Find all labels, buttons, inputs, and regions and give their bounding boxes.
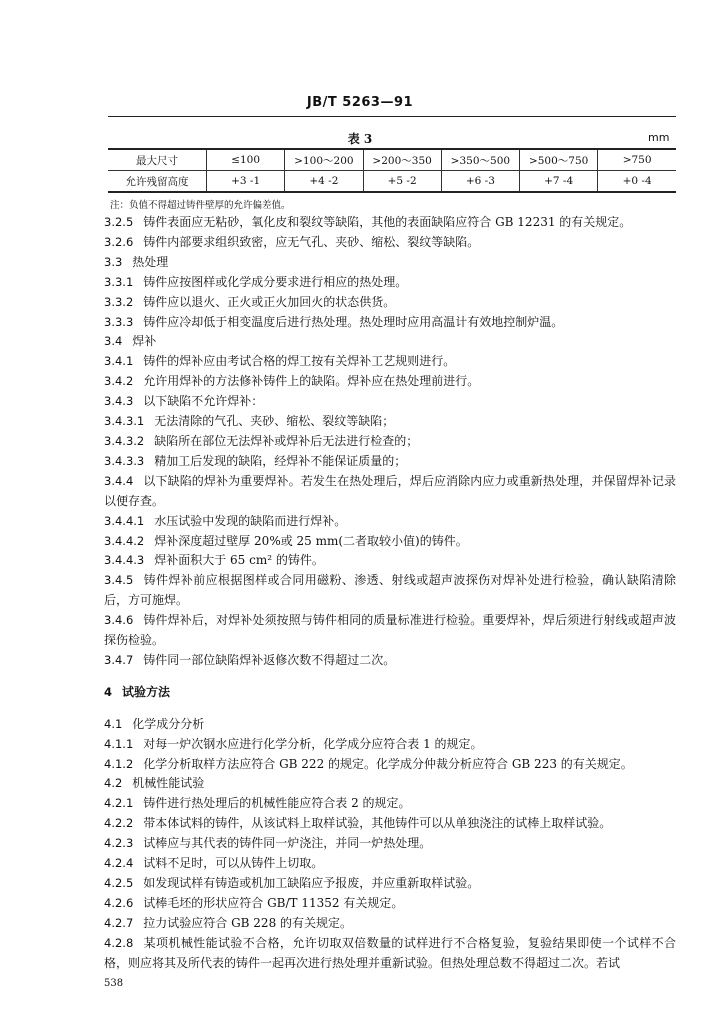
- clause-number: 3.4.1: [104, 354, 134, 369]
- table-header-row: [108, 149, 676, 171]
- clause: [104, 735, 676, 755]
- clause-text: 对每一炉次钢水应进行化学分析，化学成分应符合表 1 的规定。: [143, 736, 483, 751]
- clause-number: 3.4.3.3: [104, 453, 145, 468]
- clause-number: 4.2.2: [104, 816, 134, 831]
- table-header-cell: >500～750: [520, 149, 598, 171]
- clause-number: 3.3.3: [104, 314, 134, 329]
- clause: [104, 715, 676, 735]
- clause-number: 3.4.4.3: [104, 553, 145, 568]
- table-header-cell: >350～500: [441, 149, 519, 171]
- clause: [104, 834, 676, 854]
- clause-number: 4.2.8: [104, 935, 134, 950]
- clause: [104, 934, 676, 974]
- section-gap: [104, 671, 676, 683]
- clause-text: 精加工后发现的缺陷，经焊补不能保证质量的；: [154, 453, 407, 468]
- clause-number: 3.3.2: [104, 294, 134, 309]
- clause: [104, 253, 676, 273]
- clause-text: 铸件表面应无粘砂，氧化皮和裂纹等缺陷，其他的表面缺陷应符合 GB 12231 的有关规定。: [143, 215, 632, 229]
- clause: [104, 894, 676, 914]
- table-header-cell: ≤100: [207, 149, 285, 171]
- table-cell: +0 -4: [598, 171, 676, 193]
- clause-number: 4.2.7: [104, 915, 134, 930]
- clause-number: 4.1.1: [104, 736, 134, 751]
- clause-text: 热处理: [132, 254, 169, 269]
- page-number: 538: [104, 978, 124, 989]
- clause-text: 化学成分分析: [132, 716, 205, 731]
- clause-number: 4.2.3: [104, 836, 134, 851]
- chapter-number: 4: [104, 684, 113, 699]
- clause: [104, 551, 676, 571]
- clause-number: 3.4.4: [104, 473, 134, 488]
- clause: [104, 472, 676, 512]
- clause-number: 3.4.6: [104, 613, 134, 628]
- table-note: 注：负值不得超过铸件壁厚的允许偏差值。: [110, 200, 291, 211]
- clause-text: 以下缺陷不允许焊补：: [143, 394, 264, 409]
- clause-text: 铸件内部要求组织致密，应无气孔、夹砂、缩松、裂纹等缺陷。: [143, 234, 480, 249]
- clause: [104, 794, 676, 814]
- table-cell: +6 -3: [441, 171, 519, 193]
- clause-text: 试棒毛坯的形状应符合 GB/T 11352 有关规定。: [143, 895, 404, 910]
- clause-text: 铸件应以退火、正火或正火加回火的状态供货。: [143, 294, 396, 309]
- clause-number: 3.4.3: [104, 394, 134, 409]
- clause: [104, 233, 676, 253]
- clause-number: 3.3.1: [104, 274, 134, 289]
- table-cell: +3 -1: [207, 171, 285, 193]
- chapter-title: 试验方法: [122, 684, 171, 699]
- table-row: [108, 171, 676, 193]
- clause-text: 试料不足时，可以从铸件上切取。: [143, 856, 324, 871]
- clause: [104, 213, 676, 233]
- clause-number: 3.3: [104, 254, 123, 269]
- clause: [104, 914, 676, 934]
- clause: [104, 532, 676, 552]
- clause: [104, 392, 676, 412]
- clause: [104, 273, 676, 293]
- clause-text: 某项机械性能试验不合格，允许切取双倍数量的试样进行不合格复验，复验结果即使一个试样不合格，则应将其及所代表的铸件一起再次进行热处理并重新试验。但热处理总数不得超过二次。若试: [104, 935, 676, 970]
- standard-code-header: JB/T 5263—91: [306, 95, 414, 110]
- clause-number: 3.4: [104, 334, 123, 349]
- clause-text: 水压试验中发现的缺陷而进行焊补。: [154, 513, 347, 528]
- table-header-cell: 最大尺寸: [108, 149, 207, 171]
- clause-text: 缺陷所在部位无法焊补或焊补后无法进行检查的；: [154, 433, 419, 448]
- clause: [104, 352, 676, 372]
- table-header-cell: >100～200: [285, 149, 363, 171]
- clause-number: 3.4.2: [104, 374, 134, 389]
- clause-number: 3.2.6: [104, 234, 134, 249]
- clause-text: 试棒应与其代表的铸件同一炉浇注，并同一炉热处理。: [143, 836, 432, 851]
- table-cell: +7 -4: [520, 171, 598, 193]
- clause: [104, 452, 676, 472]
- clause: [104, 774, 676, 794]
- clause-text: 铸件的焊补应由考试合格的焊工按有关焊补工艺规则进行。: [143, 354, 456, 369]
- clause-text: 铸件应冷却低于相变温度后进行热处理。热处理时应用高温计有效地控制炉温。: [143, 314, 564, 329]
- clause-number: 4.2.1: [104, 796, 134, 811]
- clause-number: 4.2.4: [104, 856, 134, 871]
- clause: [104, 571, 676, 611]
- header-rule: [108, 116, 676, 117]
- clause-number: 3.4.4.1: [104, 513, 145, 528]
- clause-text: 允许用焊补的方法修补铸件上的缺陷。焊补应在热处理前进行。: [143, 374, 480, 389]
- table-title: 表 3: [347, 132, 373, 146]
- clause: [104, 372, 676, 392]
- clause: [104, 651, 676, 671]
- clause-text: 化学分析取样方法应符合 GB 222 的规定。化学成分仲裁分析应符合 GB 223 的有关规定。: [143, 756, 633, 771]
- clause-number: 3.4.7: [104, 652, 134, 667]
- clause-text: 铸件应按图样或化学成分要求进行相应的热处理。: [143, 274, 408, 289]
- clause: [104, 814, 676, 834]
- clause: [104, 432, 676, 452]
- clause-number: 4.1.2: [104, 756, 134, 771]
- chapter-heading: [104, 683, 676, 703]
- clause-text: 带本体试料的铸件，从该试料上取样试验，其他铸件可以从单独浇注的试棒上取样试验。: [143, 816, 612, 831]
- clause: [104, 611, 676, 651]
- clause: [104, 332, 676, 352]
- clause-text: 焊补面积大于 65 cm² 的铸件。: [154, 553, 324, 568]
- clause: [104, 874, 676, 894]
- clause-number: 4.2.6: [104, 895, 134, 910]
- clause-text: 机械性能试验: [132, 776, 205, 791]
- table-cell: +5 -2: [363, 171, 441, 193]
- clause-number: 3.4.5: [104, 573, 134, 588]
- clause-text: 焊补: [132, 334, 157, 349]
- clause-text: 铸件焊补后，对焊补处须按照与铸件相同的质量标准进行检验。重要焊补，焊后须进行射线或超声波探伤检验。: [104, 613, 676, 648]
- body-text: [104, 213, 676, 974]
- clause-text: 铸件进行热处理后的机械性能应符合表 2 的规定。: [143, 796, 411, 811]
- clause-text: 焊补深度超过壁厚 20%或 25 mm(二者取较小值)的铸件。: [154, 533, 468, 548]
- table-cell: +4 -2: [285, 171, 363, 193]
- section-gap: [104, 703, 676, 715]
- table-3: [108, 148, 676, 193]
- clause: [104, 313, 676, 333]
- clause-number: 4.1: [104, 716, 123, 731]
- clause-text: 以下缺陷的焊补为重要焊补。若发生在热处理后，焊后应消除内应力或重新热处理，并保留焊补记录以便存查。: [104, 473, 676, 508]
- table-header-cell: >750: [598, 149, 676, 171]
- table-unit: mm: [648, 131, 670, 144]
- clause-number: 3.4.3.2: [104, 433, 145, 448]
- clause-text: 铸件同一部位缺陷焊补返修次数不得超过二次。: [143, 652, 396, 667]
- clause-number: 4.2.5: [104, 876, 134, 890]
- clause-text: 无法清除的气孔、夹砂、缩松、裂纹等缺陷；: [154, 414, 395, 429]
- clause-number: 3.4.4.2: [104, 533, 145, 548]
- clause: [104, 854, 676, 874]
- clause: [104, 512, 676, 532]
- clause-text: 铸件焊补前应根据图样或合同用磁粉、渗透、射线或超声波探伤对焊补处进行检验，确认缺陷清除后，方可施焊。: [104, 573, 676, 608]
- clause-text: 拉力试验应符合 GB 228 的有关规定。: [143, 915, 353, 930]
- table-row-label: 允许残留高度: [108, 171, 207, 193]
- clause-number: 3.4.3.1: [104, 414, 145, 429]
- table-header-cell: >200～350: [363, 149, 441, 171]
- clause-number: 3.2.5: [104, 215, 134, 229]
- clause: [104, 755, 676, 775]
- clause: [104, 412, 676, 432]
- clause-text: 如发现试样有铸造或机加工缺陷应予报废，并应重新取样试验。: [143, 876, 480, 890]
- clause: [104, 293, 676, 313]
- clause-number: 4.2: [104, 776, 123, 791]
